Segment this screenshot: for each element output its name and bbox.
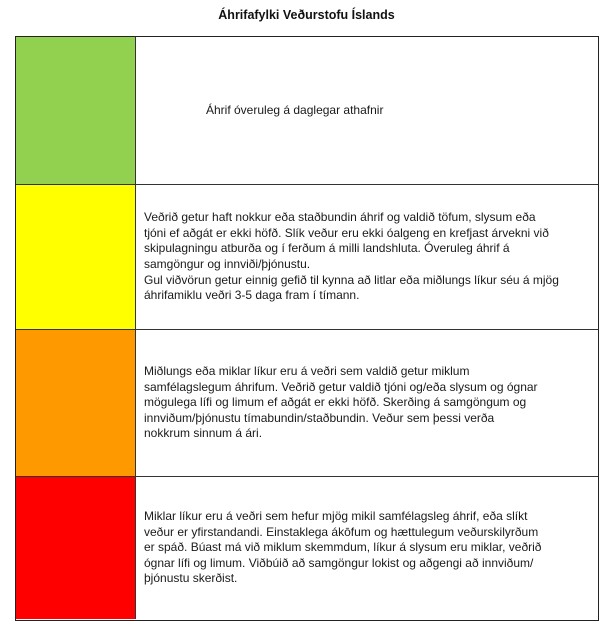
description-line: áhrifamiklu veðri 3-5 daga fram í tímann. (144, 288, 360, 303)
description-line: innviðum/þjónustu tímabundin/staðbundin. Veður sem þessi verða (144, 410, 495, 425)
color-swatch-red (16, 477, 136, 619)
warning-levels-table (15, 36, 599, 621)
description-line: nokkrum sinnum á ári. (144, 426, 263, 441)
description-line: skipulagningu atburða og í ferðum á milli landshluta. Óveruleg áhrif á (144, 241, 510, 256)
level-row-red (16, 476, 598, 619)
description-line: þjónustu skerðist. (144, 571, 238, 586)
level-description-red (136, 477, 598, 619)
level-row-orange (16, 329, 598, 476)
description-line: Miklar líkur eru á veðri sem hefur mjög mikil samfélagsleg áhrif, eða slíkt (144, 509, 528, 524)
color-swatch-yellow (16, 185, 136, 329)
description-line: Áhrif óveruleg á daglegar athafnir (206, 102, 384, 117)
color-swatch-green (16, 37, 136, 184)
level-description-orange (136, 330, 598, 476)
description-line: er spáð. Búast má við miklum skemmdum, líkur á slysum eru miklar, veðrið (144, 540, 542, 555)
description-line: mögulega lífi og limum ef aðgát er ekki höfð. Skerðing á samgöngum og (144, 395, 527, 410)
level-row-green (16, 37, 598, 184)
description-line: Veðrið getur haft nokkur eða staðbundin áhrif og valdið töfum, slysum eða (144, 210, 536, 225)
document-title: Áhrifafylki Veðurstofu Íslands (218, 8, 395, 22)
description-line: tjóni ef aðgát er ekki höfð. Slík veður eru ekki óalgeng en krefjast árvekni við (144, 225, 549, 240)
level-row-yellow (16, 184, 598, 329)
description-line: ógnar lífi og limum. Viðbúið að samgöngur lokist og aðgengi að innviðum/ (144, 555, 534, 570)
description-line: Miðlungs eða miklar líkur eru á veðri sem valdið getur miklum (144, 364, 470, 379)
description-line: samfélagslegum áhrifum. Veðrið getur valdið tjóni og/eða slysum og ógnar (144, 379, 538, 394)
description-line: Gul viðvörun getur einnig gefið til kynna að litlar eða miðlungs líkur séu á mjög (144, 272, 559, 287)
color-swatch-orange (16, 330, 136, 476)
level-description-green (136, 37, 598, 184)
description-line: samgöngur og innviði/þjónustu. (144, 257, 311, 271)
level-description-yellow (136, 185, 598, 329)
description-line: veður er yfirstandandi. Einstaklega ákōfum og hættulegum veðurskilyrðum (144, 524, 539, 539)
